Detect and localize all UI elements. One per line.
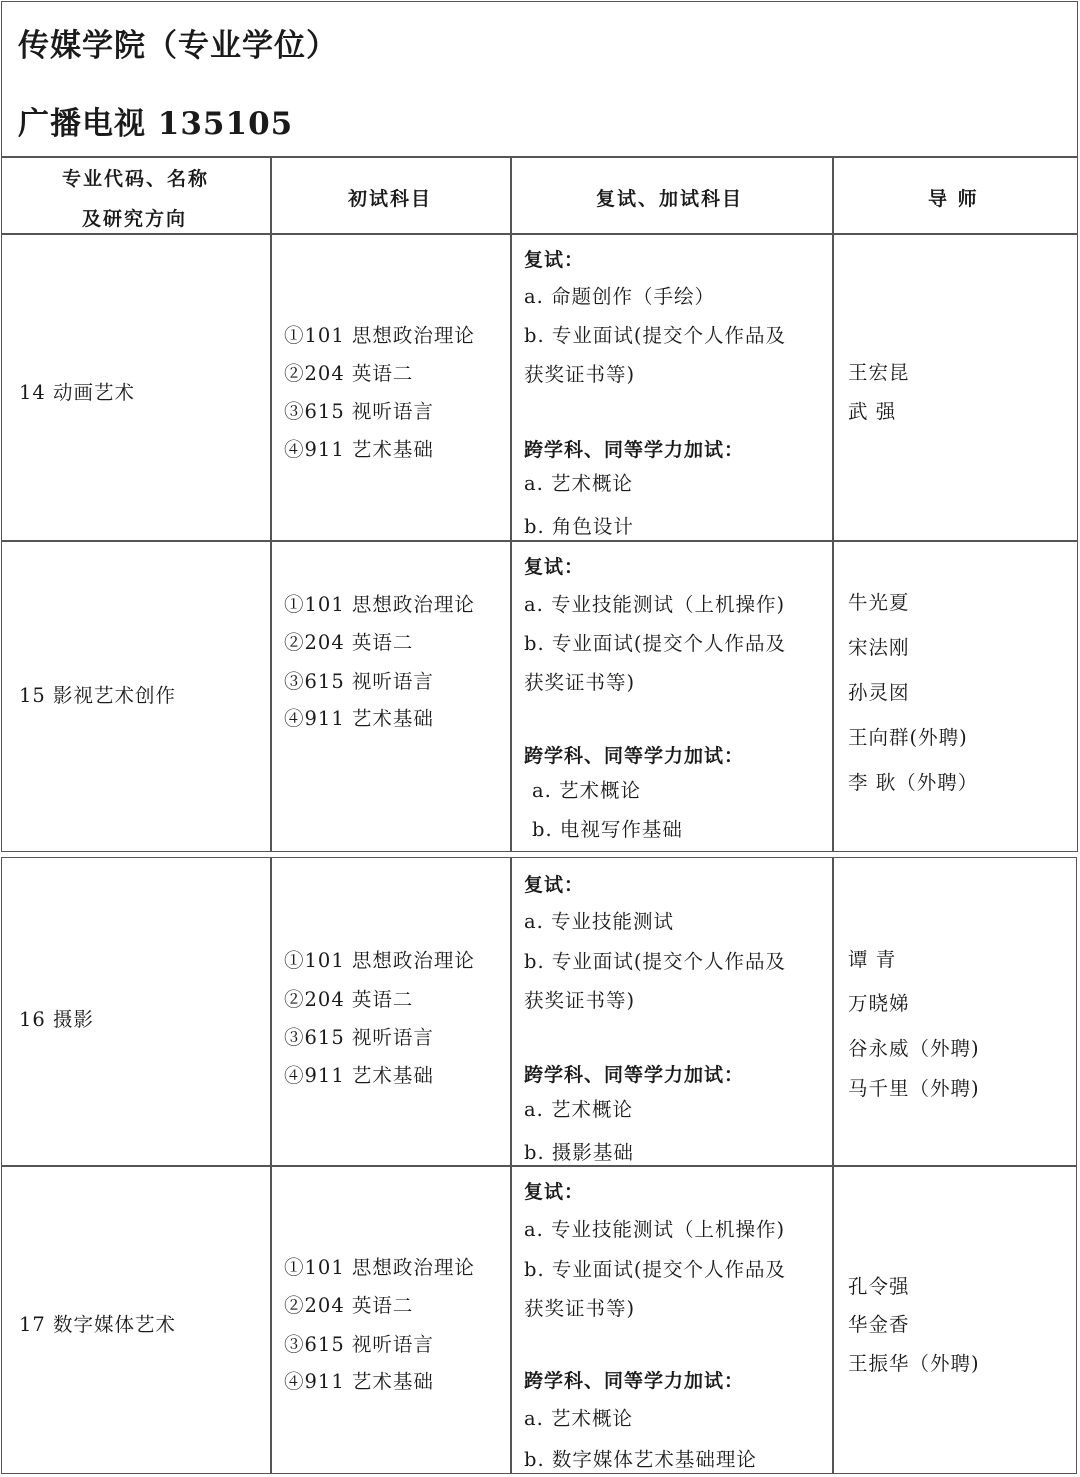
tutor-name: 王振华（外聘) bbox=[848, 1352, 980, 1375]
retest-item: a. 专业技能测试 bbox=[524, 910, 675, 933]
tutor-name: 牛光夏 bbox=[848, 591, 910, 614]
divider bbox=[1, 156, 1078, 158]
tutor-name: 孔令强 bbox=[848, 1275, 910, 1298]
exam-subject: ③615 视听语言 bbox=[284, 670, 434, 693]
page-title: 传媒学院（专业学位） bbox=[18, 28, 338, 64]
extra-label: 跨学科、同等学力加试： bbox=[524, 745, 745, 767]
retest-item: b. 专业面试(提交个人作品及 bbox=[524, 324, 786, 347]
extra-label: 跨学科、同等学力加试： bbox=[524, 1064, 745, 1086]
extra-item: a. 艺术概论 bbox=[532, 779, 642, 802]
extra-item: b. 角色设计 bbox=[524, 515, 634, 538]
divider bbox=[1, 233, 1078, 235]
tutor-name: 孙灵囡 bbox=[848, 681, 910, 704]
exam-subject: ①101 思想政治理论 bbox=[284, 324, 475, 347]
divider bbox=[1, 1165, 1077, 1167]
retest-item: 获奖证书等) bbox=[524, 363, 636, 386]
retest-item: b. 专业面试(提交个人作品及 bbox=[524, 632, 786, 655]
tutor-name: 武 强 bbox=[848, 400, 897, 423]
retest-item: 获奖证书等) bbox=[524, 1297, 636, 1320]
retest-item: 获奖证书等) bbox=[524, 989, 636, 1012]
tutor-name: 谷永威（外聘) bbox=[848, 1037, 980, 1060]
exam-subject: ③615 视听语言 bbox=[284, 1026, 434, 1049]
exam-subject: ④911 艺术基础 bbox=[284, 1064, 434, 1087]
tutor-name: 马千里（外聘) bbox=[848, 1077, 980, 1100]
major-name: 16 摄影 bbox=[19, 1008, 95, 1031]
extra-item: b. 电视写作基础 bbox=[532, 818, 683, 841]
exam-subject: ②204 英语二 bbox=[284, 631, 414, 654]
tutor-name: 华金香 bbox=[848, 1313, 910, 1336]
retest-item: b. 专业面试(提交个人作品及 bbox=[524, 950, 786, 973]
exam-subject: ④911 艺术基础 bbox=[284, 1370, 434, 1393]
divider bbox=[510, 156, 512, 852]
divider bbox=[1, 540, 1078, 542]
major-name: 15 影视艺术创作 bbox=[19, 684, 177, 707]
exam-subject: ①101 思想政治理论 bbox=[284, 1256, 475, 1279]
tutor-name: 王宏昆 bbox=[848, 361, 910, 384]
retest-label: 复试： bbox=[524, 1181, 585, 1203]
tutor-name: 万晓娣 bbox=[848, 992, 910, 1015]
major-name: 17 数字媒体艺术 bbox=[19, 1313, 177, 1336]
retest-label: 复试： bbox=[524, 249, 585, 271]
exam-subject: ③615 视听语言 bbox=[284, 1333, 434, 1356]
header-major-line2: 及研究方向 bbox=[82, 208, 188, 230]
exam-subject: ②204 英语二 bbox=[284, 1294, 414, 1317]
retest-item: b. 专业面试(提交个人作品及 bbox=[524, 1258, 786, 1281]
tutor-name: 宋法刚 bbox=[848, 636, 910, 659]
header-major-line1: 专业代码、名称 bbox=[62, 168, 210, 190]
tutor-name: 谭 青 bbox=[848, 948, 897, 971]
exam-subject: ③615 视听语言 bbox=[284, 400, 434, 423]
extra-label: 跨学科、同等学力加试： bbox=[524, 1370, 745, 1392]
header-retest: 复试、加试科目 bbox=[596, 188, 744, 210]
extra-item: b. 数字媒体艺术基础理论 bbox=[524, 1448, 757, 1471]
page-subtitle: 广播电视 135105 bbox=[18, 106, 294, 142]
divider bbox=[270, 857, 272, 1474]
major-name: 14 动画艺术 bbox=[19, 381, 136, 404]
tutor-name: 李 耿（外聘） bbox=[848, 771, 979, 794]
divider bbox=[510, 857, 512, 1474]
retest-item: a. 专业技能测试（上机操作) bbox=[524, 1218, 786, 1241]
retest-item: a. 专业技能测试（上机操作) bbox=[524, 593, 786, 616]
divider bbox=[270, 156, 272, 852]
divider bbox=[832, 156, 834, 852]
exam-subject: ④911 艺术基础 bbox=[284, 707, 434, 730]
header-tutors: 导 师 bbox=[928, 188, 979, 210]
extra-item: a. 艺术概论 bbox=[524, 1098, 634, 1121]
exam-subject: ②204 英语二 bbox=[284, 362, 414, 385]
exam-subject: ①101 思想政治理论 bbox=[284, 593, 475, 616]
extra-item: a. 艺术概论 bbox=[524, 1407, 634, 1430]
retest-item: 获奖证书等) bbox=[524, 671, 636, 694]
exam-subject: ①101 思想政治理论 bbox=[284, 949, 475, 972]
retest-item: a. 命题创作（手绘） bbox=[524, 285, 716, 308]
exam-subject: ②204 英语二 bbox=[284, 988, 414, 1011]
retest-label: 复试： bbox=[524, 556, 585, 578]
extra-item: a. 艺术概论 bbox=[524, 472, 634, 495]
divider bbox=[832, 857, 834, 1474]
extra-label: 跨学科、同等学力加试： bbox=[524, 439, 745, 461]
extra-item: b. 摄影基础 bbox=[524, 1141, 634, 1164]
tutor-name: 王向群(外聘) bbox=[848, 726, 968, 749]
exam-subject: ④911 艺术基础 bbox=[284, 438, 434, 461]
retest-label: 复试： bbox=[524, 874, 585, 896]
header-exams: 初试科目 bbox=[348, 188, 433, 210]
